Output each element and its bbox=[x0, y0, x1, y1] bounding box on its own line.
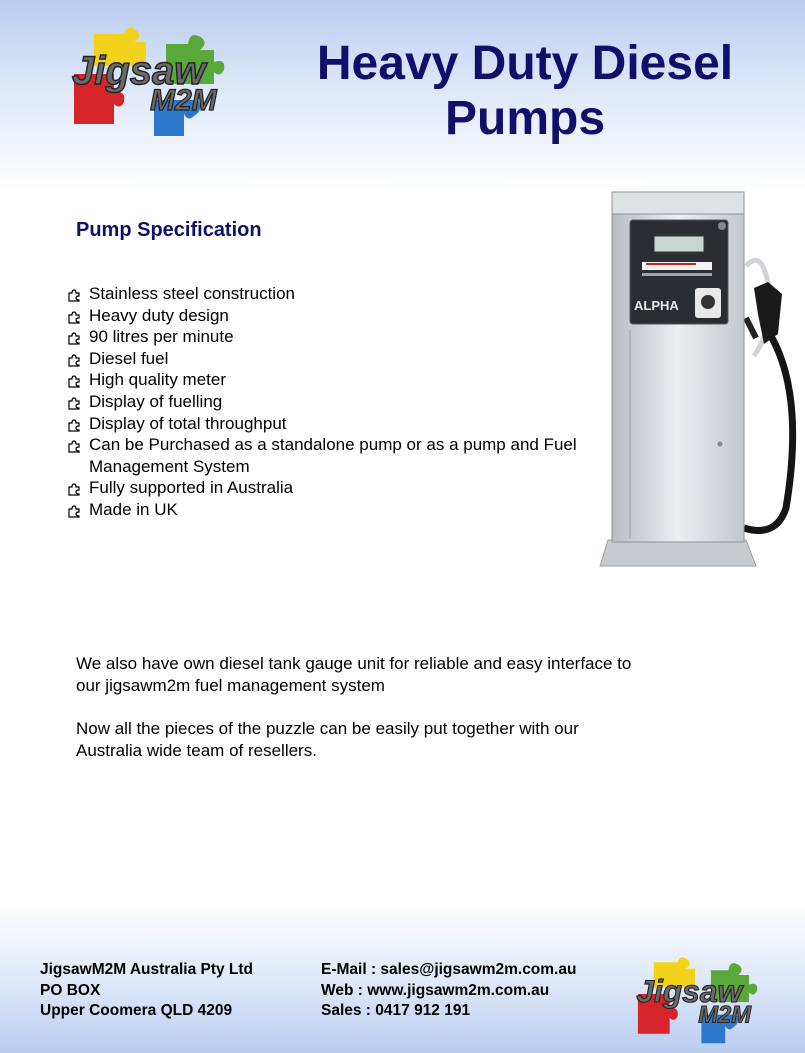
spec-list bbox=[66, 283, 586, 521]
list-item bbox=[66, 283, 586, 305]
title-line-2: Pumps bbox=[444, 92, 606, 145]
spec-item-text: Can be Purchased as a standalone pump or as a pump and Fuel Management System bbox=[89, 435, 577, 476]
puzzle-bullet-icon bbox=[67, 439, 81, 453]
sales-phone: Sales : 0417 912 191 bbox=[321, 1002, 471, 1019]
tank-gauge-paragraph: We also have own diesel tank gauge unit for reliable and easy interface to our jigsawm2m fuel management system bbox=[76, 654, 632, 695]
spec-item-text: Diesel fuel bbox=[89, 348, 169, 368]
spec-heading: Pump Specification bbox=[76, 219, 262, 241]
jigsaw-m2m-logo bbox=[66, 16, 246, 142]
puzzle-bullet-icon bbox=[67, 482, 81, 496]
list-item bbox=[66, 477, 586, 499]
footer-address bbox=[40, 960, 253, 1022]
svg-text:Jigsaw: Jigsaw bbox=[72, 49, 206, 93]
list-item bbox=[66, 499, 586, 521]
footer-jigsaw-m2m-logo bbox=[630, 948, 776, 1048]
web-link[interactable]: Web : www.jigsawm2m.com.au bbox=[321, 981, 550, 999]
svg-text:M2M: M2M bbox=[698, 1001, 752, 1029]
puzzle-bullet-icon bbox=[67, 374, 81, 388]
list-item bbox=[66, 348, 586, 370]
spec-item-text: High quality meter bbox=[89, 370, 227, 390]
diesel-pump-image bbox=[596, 188, 805, 578]
spec-item-text: Heavy duty design bbox=[89, 305, 229, 325]
list-item bbox=[66, 326, 586, 348]
page-title bbox=[300, 36, 750, 146]
puzzle-bullet-icon bbox=[67, 418, 81, 432]
puzzle-bullet-icon bbox=[67, 504, 81, 518]
email-link[interactable]: E-Mail : sales@jigsawm2m.com.au bbox=[321, 961, 577, 978]
address: Upper Coomera QLD 4209 bbox=[40, 1002, 233, 1019]
spec-item-text: Fully supported in Australia bbox=[89, 478, 294, 498]
puzzle-bullet-icon bbox=[67, 288, 81, 302]
puzzle-bullet-icon bbox=[67, 353, 81, 367]
svg-text:Jigsaw: Jigsaw bbox=[636, 972, 743, 1009]
svg-text:M2M: M2M bbox=[150, 84, 217, 117]
list-item bbox=[66, 305, 586, 327]
puzzle-bullet-icon bbox=[67, 396, 81, 410]
puzzle-bullet-icon bbox=[67, 331, 81, 345]
spec-item-text: 90 litres per minute bbox=[89, 327, 234, 347]
spec-item-text: Made in UK bbox=[89, 499, 178, 519]
po-box: PO BOX bbox=[40, 981, 101, 999]
company-name: JigsawM2M Australia Pty Ltd bbox=[40, 961, 254, 978]
spec-item-text: Display of total throughput bbox=[89, 413, 287, 433]
puzzle-bullet-icon bbox=[67, 310, 81, 324]
spec-item-text: Stainless steel construction bbox=[89, 284, 295, 303]
list-item bbox=[66, 434, 586, 477]
list-item bbox=[66, 413, 586, 435]
title-line-1: Heavy Duty Diesel bbox=[316, 37, 734, 90]
list-item bbox=[66, 391, 586, 413]
svg-text:ALPHA: ALPHA bbox=[634, 298, 679, 313]
spec-item-text: Display of fuelling bbox=[89, 391, 223, 411]
list-item bbox=[66, 369, 586, 391]
footer-contact bbox=[321, 960, 576, 1022]
resellers-paragraph: Now all the pieces of the puzzle can be easily put together with our Australia wide team of resellers. bbox=[76, 719, 579, 760]
